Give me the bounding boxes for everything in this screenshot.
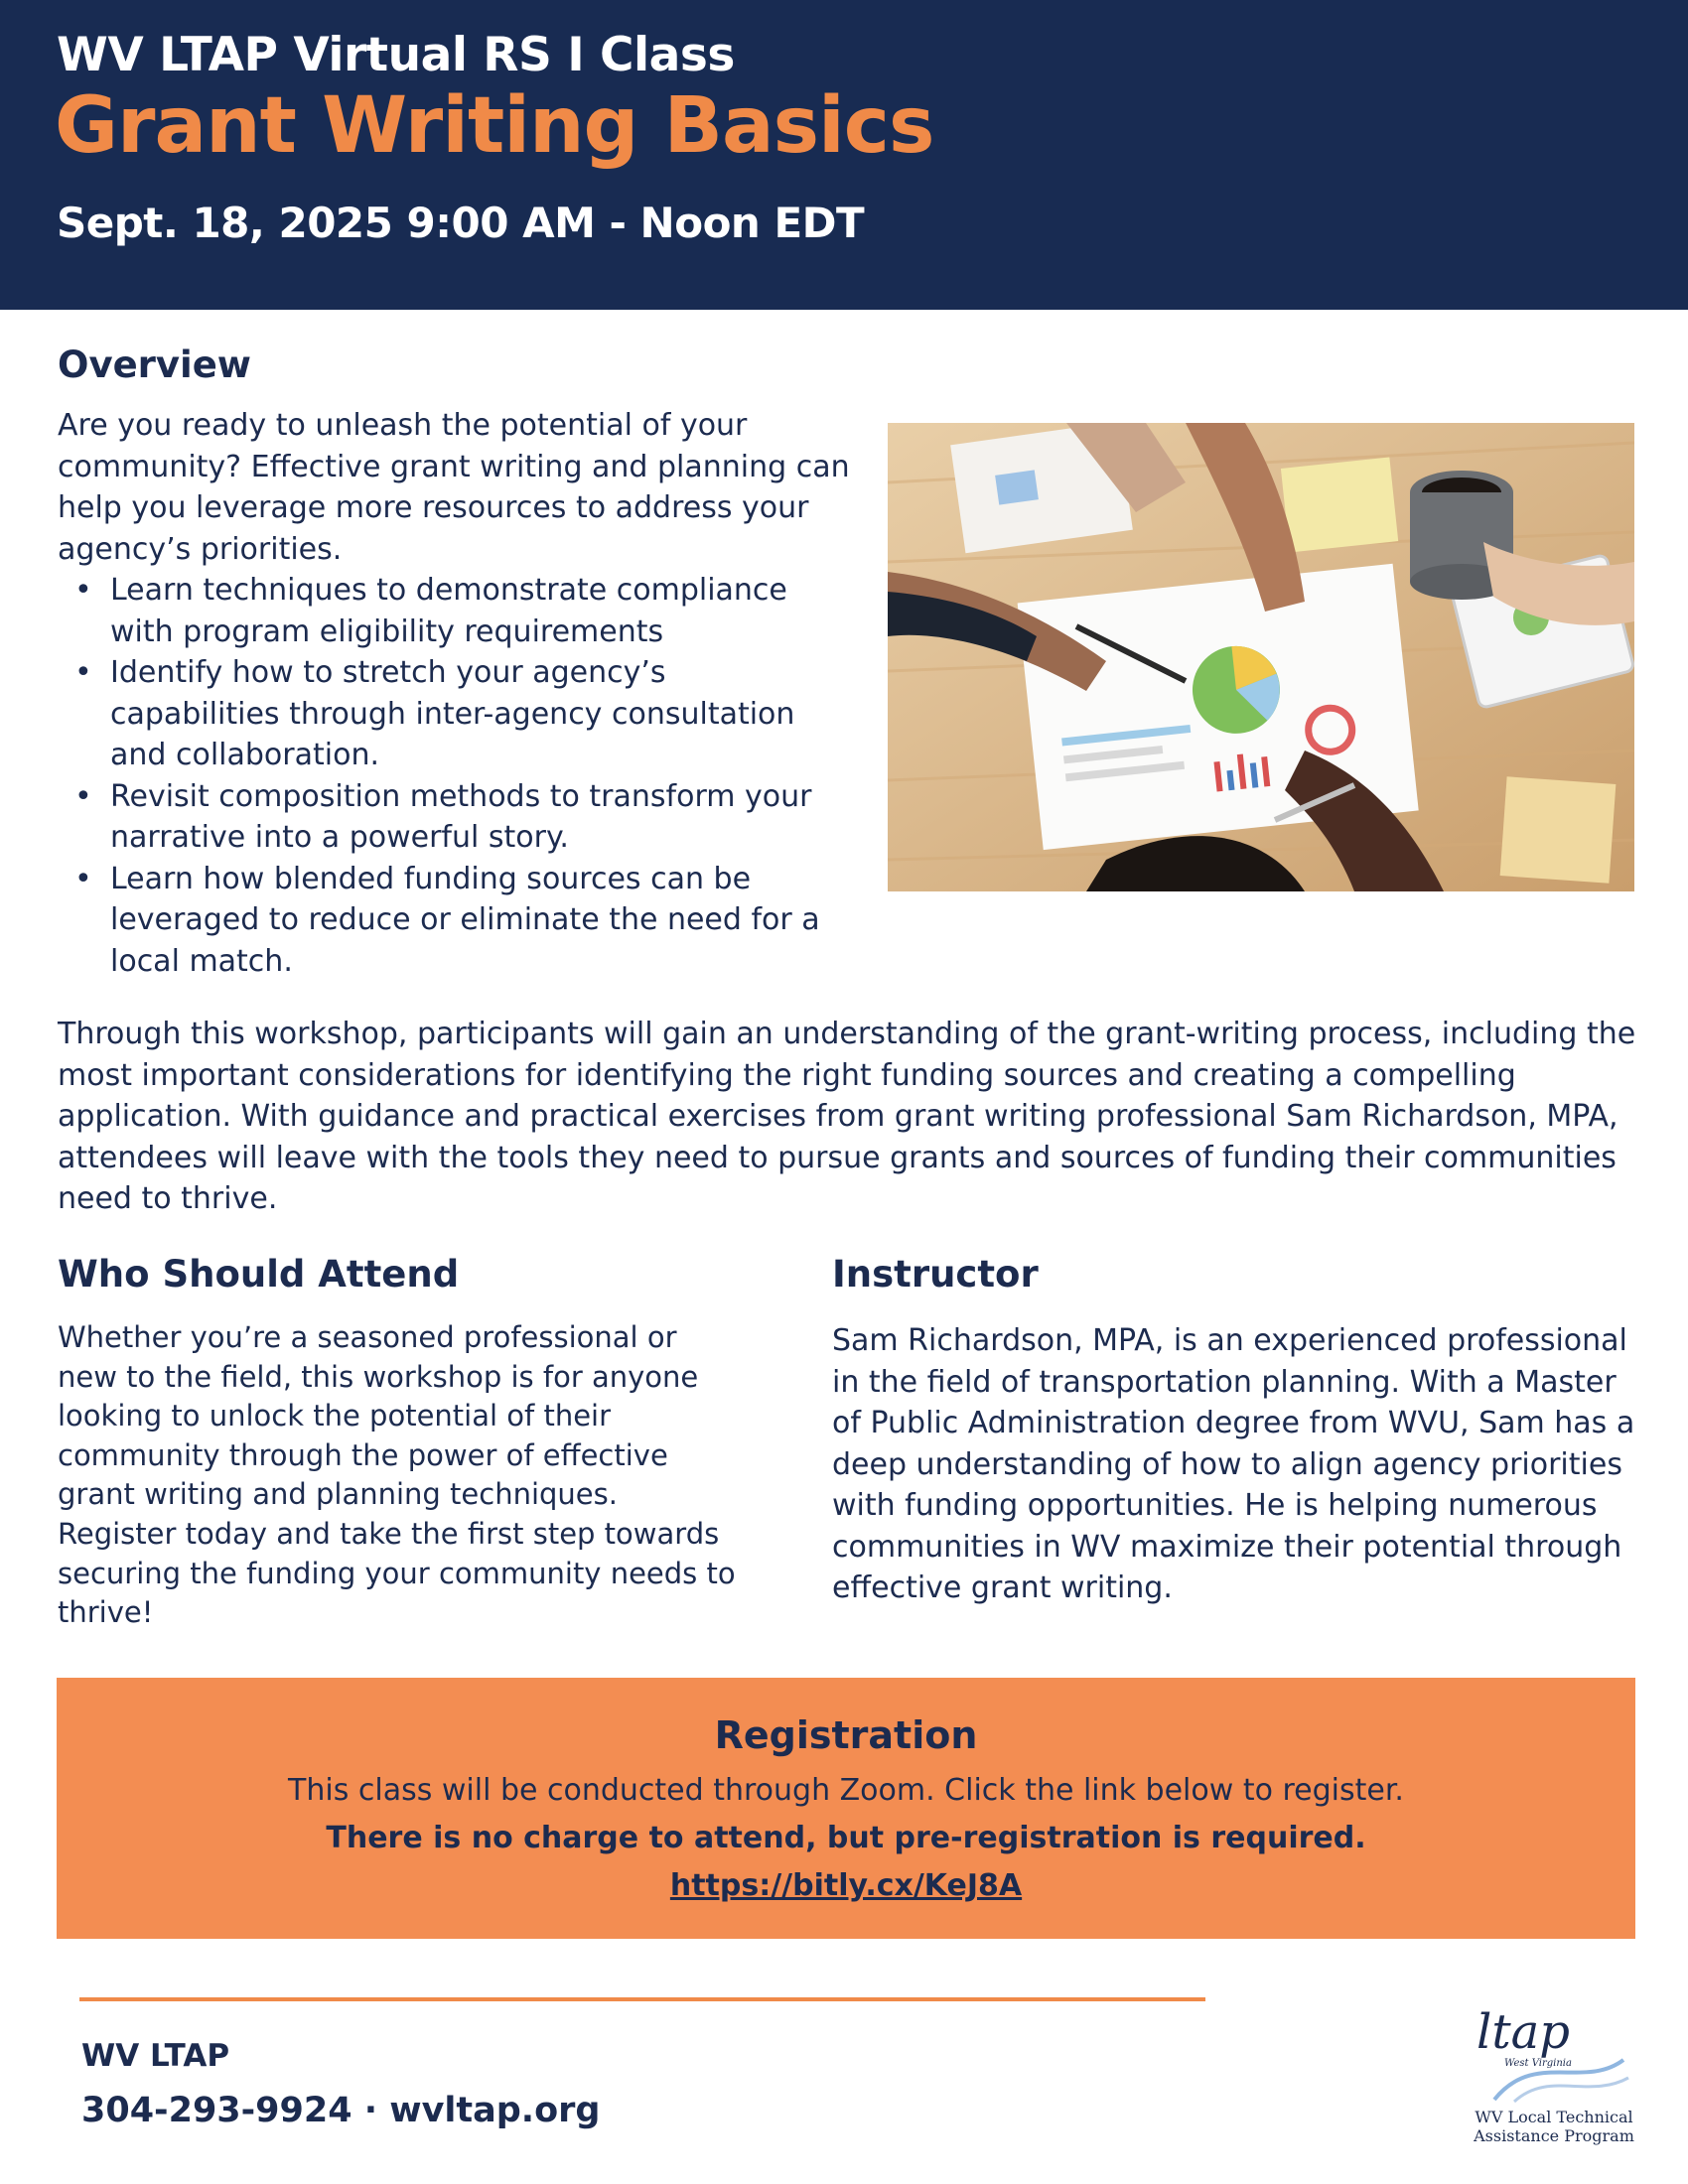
registration-info: This class will be conducted through Zoom. Click the link below to register. — [288, 1773, 1404, 1808]
bullet-text: Learn techniques to demonstrate compliance with program eligibility requirements — [110, 573, 787, 649]
registration-box — [57, 1678, 1635, 1939]
list-item — [58, 570, 842, 652]
logo-caption: WV Local Technical Assistance Program — [1474, 2108, 1634, 2145]
header-banner — [0, 0, 1688, 310]
bullet-icon: • — [74, 778, 92, 814]
overview-heading: Overview — [58, 343, 251, 386]
who-should-attend-heading: Who Should Attend — [58, 1253, 460, 1296]
logo-wordmark: ltap — [1477, 2004, 1570, 2060]
logo-subtext: West Virginia — [1504, 2058, 1572, 2069]
list-item — [58, 652, 842, 776]
page-title: Grant Writing Basics — [55, 81, 934, 171]
bullet-text: Learn how blended funding sources can be leveraged to reduce or eliminate the need for a local match. — [110, 861, 820, 979]
footer-divider — [79, 1997, 1205, 2001]
bullet-icon: • — [74, 655, 92, 690]
ltap-logo-mark — [1465, 1990, 1643, 2108]
instructor-text: Sam Richardson, MPA, is an experienced professional in the field of transportation planning. With a Master of Public Administration degree from WVU, Sam has a deep understanding of how to align agency priorities with funding opportunities. He is helping numerous communities in WV maximize their potential through effective grant writing. — [832, 1323, 1635, 1605]
instructor-heading: Instructor — [832, 1253, 1039, 1296]
overview-bullets — [58, 570, 842, 982]
footer-org: WV LTAP — [81, 2038, 230, 2074]
workshop-description: Through this workshop, participants will gain an understanding of the grant-writing process, including the most important considerations for identifying the right funding sources and creating a compelling application. With guidance and practical exercises from grant writing professional Sam Richardson, MPA, attendees will leave with the tools they need to pursue grants and sources of funding their communities need to thrive. — [58, 1017, 1636, 1216]
registration-note: There is no charge to attend, but pre-registration is required. — [326, 1821, 1366, 1855]
registration-heading: Registration — [714, 1713, 978, 1757]
list-item — [58, 859, 842, 983]
bullet-icon: • — [74, 861, 92, 896]
overview-intro: Are you ready to unleash the potential of your community? Effective grant writing and planning can help you leverage more resources to address your agency’s priorities. — [58, 408, 850, 567]
footer-contact[interactable]: 304-293-9924 · wvltap.org — [81, 2091, 601, 2130]
photo-illustration — [888, 423, 1634, 891]
bullet-text: Identify how to stretch your agency’s capabilities through inter-agency consultation and collaboration. — [110, 655, 795, 772]
registration-link[interactable]: https://bitly.cx/KeJ8A — [669, 1868, 1023, 1903]
class-date: Sept. 18, 2025 9:00 AM - Noon EDT — [57, 199, 865, 247]
bullet-text: Revisit composition methods to transform your narrative into a powerful story. — [110, 778, 812, 855]
class-kicker: WV LTAP Virtual RS I Class — [57, 28, 735, 82]
ltap-logo — [1465, 1990, 1643, 2149]
list-item — [58, 776, 842, 859]
who-should-attend-text: Whether you’re a seasoned professional or new to the field, this workshop is for anyone looking to unlock the potential of their community through the power of effective grant writing and planning techniques. Register today and take the first step towards securing the funding your community needs to thrive! — [58, 1320, 736, 1630]
people-reviewing-charts-photo — [888, 423, 1634, 891]
bullet-icon: • — [74, 573, 92, 608]
